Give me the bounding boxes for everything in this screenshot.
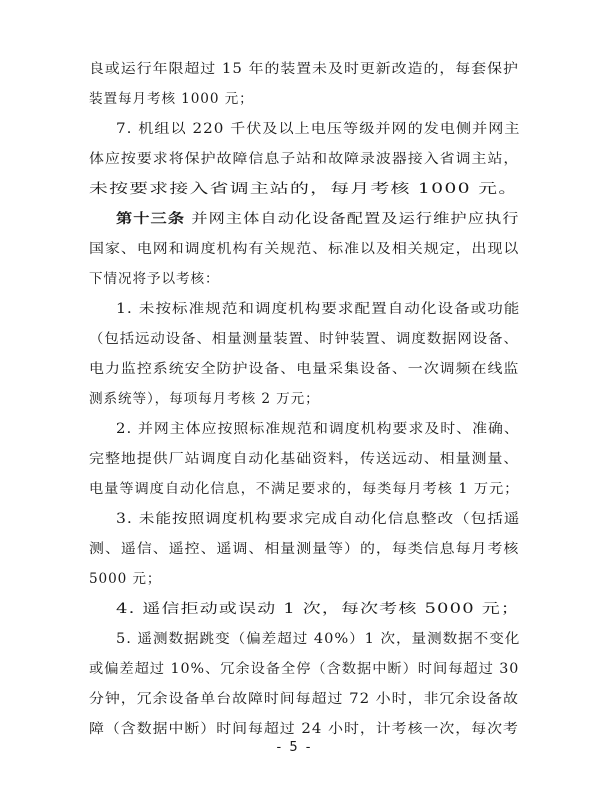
line-text: 5000 元； bbox=[89, 571, 162, 587]
article-number: 第十三条 bbox=[116, 211, 186, 227]
paragraph-first-line bbox=[116, 119, 521, 139]
line-text: 7. 机组以 220 千伏及以上电压等级并网的发电侧并网主 bbox=[116, 121, 521, 137]
body-text-line bbox=[89, 539, 519, 559]
line-text: 下情况将予以考核： bbox=[89, 271, 220, 287]
line-text: 或偏差超过 10%、冗余设备全停（含数据中断）时间每超过 30 bbox=[89, 661, 520, 677]
body-text-line bbox=[89, 569, 161, 589]
body-text-line bbox=[89, 179, 518, 199]
body-text-line bbox=[89, 269, 219, 289]
paragraph-first-line bbox=[116, 509, 520, 529]
paragraph-first-line bbox=[116, 419, 520, 439]
line-text: 4. 遥信拒动或误动 1 次，每次考核 5000 元； bbox=[116, 601, 521, 617]
paragraph-first-line bbox=[116, 599, 520, 619]
line-text: 测、遥信、遥控、遥调、相量测量等）的，每类信息每月考核 bbox=[89, 541, 520, 557]
body-text-line bbox=[89, 359, 519, 379]
line-text: 5. 遥测数据跳变（偏差超过 40%）1 次，量测数据不变化 bbox=[116, 631, 521, 647]
article-heading-line bbox=[116, 209, 520, 229]
line-text: 电量等调度自动化信息，不满足要求的，每类每月考核 1 万元； bbox=[89, 481, 520, 497]
line-text: 1. 未按标准规范和调度机构要求配置自动化设备或功能 bbox=[116, 301, 521, 317]
line-text: 完整地提供厂站调度自动化基础资料，传送远动、相量测量、 bbox=[89, 451, 520, 467]
line-text: 3. 未能按照调度机构要求完成自动化信息整改（包括遥 bbox=[116, 511, 521, 527]
line-text: 体应按要求将保护故障信息子站和故障录波器接入省调主站， bbox=[89, 151, 520, 167]
body-text-line bbox=[89, 329, 519, 349]
line-text: 未按要求接入省调主站的，每月考核 1000 元。 bbox=[89, 181, 519, 197]
line-text: 装置每月考核 1000 元； bbox=[89, 91, 254, 107]
page-number: - 5 - bbox=[276, 740, 313, 755]
paragraph-first-line bbox=[116, 299, 520, 319]
line-text: 国家、电网和调度机构有关规范、标准以及相关规定，出现以 bbox=[89, 241, 520, 257]
line-text: 障（含数据中断）时间每超过 24 小时，计考核一次，每次考 bbox=[89, 721, 519, 737]
body-text-line bbox=[89, 659, 519, 679]
paragraph-first-line bbox=[116, 629, 520, 649]
body-text-line bbox=[89, 689, 519, 709]
line-text: 良或运行年限超过 15 年的装置未及时更新改造的，每套保护 bbox=[89, 61, 519, 77]
body-text-line bbox=[89, 239, 519, 259]
body-text-line bbox=[89, 149, 519, 169]
line-text: 并网主体自动化设备配置及运行维护应执行 bbox=[185, 211, 520, 227]
line-text: 2. 并网主体应按照标准规范和调度机构要求及时、准确、 bbox=[116, 421, 520, 437]
line-text: 电力监控系统安全防护设备、电量采集设备、一次调频在线监 bbox=[89, 361, 520, 377]
body-text-line bbox=[89, 449, 519, 469]
line-text: 分钟，冗余设备单台故障时间每超过 72 小时，非冗余设备故 bbox=[89, 691, 519, 707]
line-text: 测系统等），每项每月考核 2 万元； bbox=[89, 391, 320, 407]
body-text-line bbox=[89, 479, 519, 499]
body-text-line bbox=[89, 89, 254, 109]
line-text: （包括远动设备、相量测量装置、时钟装置、调度数据网设备、 bbox=[89, 331, 519, 347]
body-text-line bbox=[89, 59, 519, 79]
body-text-line bbox=[89, 719, 519, 739]
body-text-line bbox=[89, 389, 320, 409]
